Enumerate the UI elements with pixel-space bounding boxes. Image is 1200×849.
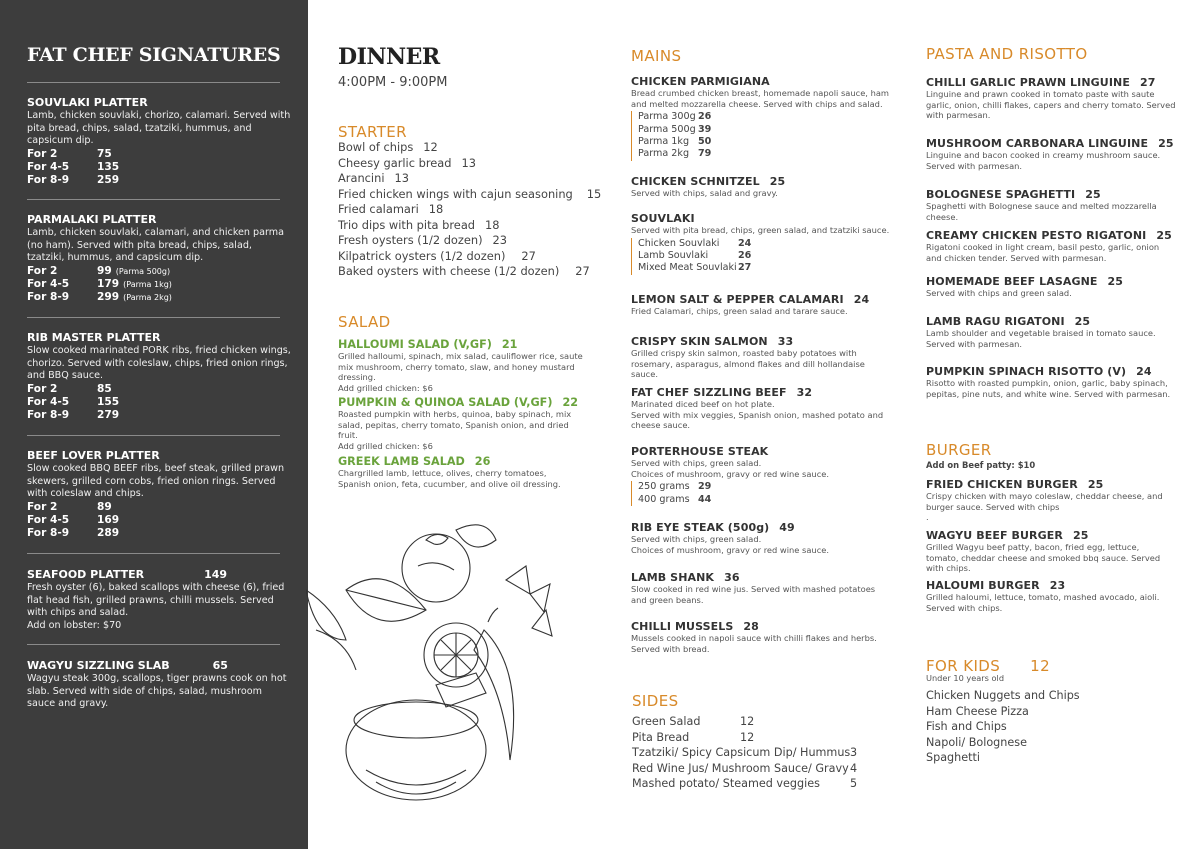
item-name: Baked oysters with cheese (1/2 dozen) [338, 264, 560, 278]
pasta-item [926, 275, 1176, 299]
list-item [338, 171, 601, 187]
price: 289 [97, 526, 120, 539]
item-desc: Rigatoni cooked in light cream, basil pesto, garlic, onion and chicken tender. Served with parmesan. [926, 242, 1160, 263]
item-price: 12 [423, 140, 438, 154]
price: 179 [97, 277, 120, 290]
item-name: Kilpatrick oysters (1/2 dozen) [338, 248, 506, 263]
option-row [638, 124, 891, 136]
option-row [638, 238, 891, 250]
list-item: Ham Cheese Pizza [926, 704, 1029, 718]
serves-label: For 4-5 [27, 277, 70, 290]
divider [27, 553, 280, 554]
main-item-porterhouse [631, 445, 891, 506]
main-item-mussels [631, 620, 891, 654]
item-price: 32 [796, 386, 813, 399]
starter-heading: STARTER [338, 123, 407, 141]
platter-name: PARMALAKI PLATTER [27, 213, 157, 226]
main-item-parmigiana [631, 75, 891, 161]
tomato-leaf [426, 534, 448, 544]
platter-name: WAGYU SIZZLING SLAB [27, 659, 170, 672]
price-row [27, 514, 292, 527]
salad-desc: Chargrilled lamb, lettuce, olives, cherry tomatoes, Spanish onion, feta, cucumber, and olive oil dressing. [338, 468, 561, 489]
burger-item [926, 478, 1181, 523]
option-label: 400 grams [638, 493, 690, 505]
option-row [638, 136, 891, 148]
item-name: HALOUMI BURGER [926, 579, 1040, 592]
item-desc: Grilled haloumi, lettuce, tomato, mashed avocado, aioli. Served with chips. [926, 592, 1160, 613]
item-price: 26 [474, 455, 491, 468]
item-name: CHILLI MUSSELS [631, 620, 734, 633]
price: 85 [97, 382, 112, 395]
pasta-heading: PASTA AND RISOTTO [926, 45, 1088, 63]
list-item: Chicken Nuggets and Chips [926, 689, 1080, 702]
item-desc: Risotto with roasted pumpkin, onion, garlic, baby spinach, pepitas, pine nuts, and white wine. Served with parmesan. [926, 378, 1171, 399]
leaf [306, 590, 346, 640]
option-row [638, 494, 891, 506]
main-item-calamari [631, 293, 891, 317]
option-row [638, 250, 891, 262]
item-desc: Mussels cooked in napoli sauce with chilli flakes and herbs. Served with bread. [631, 633, 877, 654]
list-item [632, 730, 857, 746]
serves-label: For 4-5 [27, 395, 70, 408]
item-price: 25 [1085, 188, 1101, 201]
farfalle-pasta [532, 610, 552, 636]
salad-addon: Add grilled chicken: $6 [338, 382, 433, 393]
serves-label: For 2 [27, 264, 58, 277]
option-price: 79 [698, 148, 712, 160]
main-item-sizzling-beef [631, 386, 891, 431]
serves-label: For 8-9 [27, 173, 70, 186]
price: 135 [97, 160, 120, 173]
dinner-hours: 4:00PM - 9:00PM [338, 75, 448, 90]
item-price: 49 [779, 521, 795, 534]
item-price: 25 [1158, 137, 1174, 150]
item-desc: Fried Calamari, chips, green salad and tarare sauce. [631, 306, 848, 316]
platter-addon: Add on lobster: $70 [27, 619, 122, 631]
item-price: 24 [853, 293, 870, 306]
list-item [632, 745, 857, 761]
option-label: Parma 2kg [638, 148, 690, 160]
option-label: 250 grams [638, 481, 690, 493]
chilli-stem [488, 608, 498, 622]
price-row [27, 383, 292, 396]
platter-rib-master [27, 331, 292, 422]
item-price: 22 [562, 396, 579, 409]
item-price: 25 [1107, 275, 1124, 288]
item-price: 23 [492, 233, 508, 247]
price-options [631, 238, 891, 275]
mortar-shade [376, 782, 456, 794]
main-item-salmon [631, 335, 891, 380]
item-price: 28 [743, 620, 759, 633]
item-title [926, 137, 1176, 150]
item-name: BOLOGNESE SPAGHETTI [926, 188, 1076, 201]
list-item [338, 202, 601, 218]
list-item [338, 156, 601, 172]
list-item [338, 140, 601, 156]
item-name: RIB EYE STEAK (500g) [631, 521, 770, 534]
item-desc-extra: Served with mix veggies, Spanish onion, mashed potato and cheese sauce. [631, 409, 884, 431]
option-price: 39 [698, 123, 712, 135]
burger-item [926, 579, 1171, 613]
option-row [638, 262, 891, 274]
divider [27, 317, 280, 318]
item-price: 24 [1136, 365, 1152, 378]
mains-heading: MAINS [631, 47, 682, 65]
price: 89 [97, 500, 112, 513]
price: 169 [97, 513, 120, 526]
platter-desc: Fresh oyster (6), baked scallops with cheese (6), fried flat head fish, grilled prawns, chilli mussels. Served with chips and salad. [27, 582, 285, 619]
price-row [27, 527, 292, 540]
item-desc: Served with chips, green salad. [631, 534, 762, 544]
item-name: PORTERHOUSE STEAK [631, 445, 769, 458]
platter-name: BEEF LOVER PLATTER [27, 449, 160, 462]
kids-title: FOR KIDS [926, 657, 1001, 675]
list-item: Napoli/ Bolognese [926, 735, 1027, 749]
item-price: 4 [850, 761, 858, 775]
divider [27, 644, 280, 645]
price-row [27, 409, 292, 422]
item-name: Trio dips with pita bread [338, 217, 476, 232]
item-price: 25 [1087, 478, 1104, 491]
item-desc: Bread crumbed chicken breast, homemade napoli sauce, ham and melted mozzarella cheese. Served with chips and salad. [631, 88, 889, 109]
item-title [926, 275, 1176, 288]
item-name: Mashed potato/ Steamed veggies [632, 777, 820, 791]
item-name: WAGYU BEEF BURGER [926, 529, 1063, 542]
price-row [27, 278, 292, 291]
option-price: 27 [738, 262, 752, 274]
serves-label: For 4-5 [27, 160, 70, 173]
item-price: 13 [394, 171, 409, 185]
item-title [926, 229, 1176, 242]
price-row [27, 396, 292, 409]
item-name: LEMON SALT & PEPPER CALAMARI [631, 293, 844, 306]
pasta-item [926, 137, 1176, 171]
item-price: 15 [586, 186, 602, 201]
platter-price: 65 [212, 659, 228, 672]
price-row [27, 291, 292, 304]
item-name: FRIED CHICKEN BURGER [926, 478, 1078, 491]
burger-item [926, 529, 1171, 574]
item-price: 33 [777, 335, 794, 348]
sides-heading: SIDES [632, 692, 679, 710]
item-price: 5 [850, 777, 858, 791]
serves-label: For 2 [27, 382, 58, 395]
platter-heading [27, 568, 292, 581]
kids-list [926, 688, 1080, 766]
item-name: PUMPKIN SPINACH RISOTTO (V) [926, 365, 1127, 378]
item-name: SOUVLAKI [631, 212, 695, 225]
divider [27, 82, 280, 83]
serves-label: For 8-9 [27, 526, 70, 539]
option-row [638, 111, 891, 123]
item-title [631, 571, 891, 584]
kids-price: 12 [1030, 657, 1051, 675]
item-desc-extra: Choices of mushroom, gravy or red wine sauce. [631, 468, 829, 479]
salad-title [338, 338, 588, 351]
main-item-ribeye [631, 521, 891, 555]
price-row [27, 174, 292, 187]
salad-item [338, 396, 588, 451]
item-title [926, 529, 1171, 542]
option-label: Parma 1kg [638, 136, 690, 147]
item-desc: Spaghetti with Bolognese sauce and melted mozzarella cheese. [926, 201, 1157, 222]
option-price: 26 [738, 250, 752, 261]
item-name: Bowl of chips [338, 140, 414, 154]
price: 259 [97, 173, 120, 186]
burger-heading: BURGER [926, 441, 992, 459]
item-name: Pita Bread [632, 730, 690, 744]
tomato-line [418, 563, 454, 570]
salad-desc: Grilled halloumi, spinach, mix salad, cauliflower rice, saute mix mushroom, cherry tomato, slaw, and honey mustard dressing. [338, 351, 583, 383]
platter-desc: Wagyu steak 300g, scallops, tiger prawns cook on hot slab. Served with side of chips, salad, mushroom sauce and gravy. [27, 673, 287, 710]
salad-title [338, 396, 588, 409]
item-price: 25 [769, 175, 786, 188]
basil-leaf [456, 525, 496, 547]
list-item [338, 187, 601, 203]
vegetables-illustration [306, 520, 556, 820]
item-title [926, 315, 1166, 328]
serves-label: For 8-9 [27, 408, 70, 421]
item-price: 23 [1049, 579, 1066, 592]
option-price: 29 [698, 481, 712, 493]
farfalle-pasta [506, 566, 550, 612]
price: 279 [97, 408, 120, 421]
item-desc: Linguine and bacon cooked in creamy mushroom sauce. Served with parmesan. [926, 150, 1161, 171]
item-desc-extra: Choices of mushroom, gravy or red wine sauce. [631, 544, 829, 555]
item-name: HALLOUMI SALAD (V,GF) [338, 338, 492, 351]
item-price: 21 [501, 338, 518, 351]
item-desc: Grilled Wagyu beef patty, bacon, fried egg, lettuce, tomato, cheddar cheese and smoked bbq sauce. Served with chips. [926, 542, 1161, 574]
mortar-rim [354, 702, 478, 738]
serves-label: For 2 [27, 500, 58, 513]
item-name: Green Salad [632, 715, 701, 728]
price: 99 [97, 264, 112, 277]
salad-heading: SALAD [338, 313, 391, 331]
signatures-title: FAT CHEF SIGNATURES [27, 44, 281, 66]
item-price: 25 [1074, 315, 1091, 328]
item-price: 12 [740, 730, 755, 744]
item-name: Fried calamari [338, 202, 419, 216]
item-title [631, 620, 891, 633]
platter-beef-lover [27, 449, 292, 540]
salad-item [338, 455, 578, 489]
item-title [926, 76, 1176, 89]
item-desc-extra: . [926, 512, 929, 523]
salad-item [338, 338, 588, 393]
signatures-sidebar [0, 0, 308, 849]
platter-desc: Slow cooked marinated PORK ribs, fried chicken wings, chorizo. Served with coleslaw, chips, fried onion rings, and BBQ sauce. [27, 345, 291, 382]
item-name: FAT CHEF SIZZLING BEEF [631, 386, 787, 399]
platter-price: 149 [204, 568, 228, 581]
item-name: Fried chicken wings with cajun seasoning [338, 186, 573, 201]
option-price: 26 [698, 111, 712, 123]
list-item [632, 714, 857, 730]
main-item-lamb-shank [631, 571, 891, 605]
platter-souvlaki [27, 96, 292, 187]
main-item-schnitzel [631, 175, 891, 199]
item-name: GREEK LAMB SALAD [338, 455, 465, 468]
salad-desc: Roasted pumpkin with herbs, quinoa, baby spinach, mix salad, pepitas, cherry tomato, Spanish onion, and dried fruit. [338, 409, 572, 441]
salad-title [338, 455, 578, 468]
item-price: 36 [724, 571, 740, 584]
item-title [631, 521, 891, 534]
pasta-item [926, 188, 1191, 222]
item-desc: Grilled crispy skin salmon, roasted baby potatoes with rosemary, asparagus, almond flakes and dill hollandaise sauce. [631, 348, 865, 380]
list-item [338, 233, 601, 249]
serves-label: For 4-5 [27, 513, 70, 526]
item-name: MUSHROOM CARBONARA LINGUINE [926, 137, 1149, 150]
item-title [631, 386, 891, 399]
item-name: LAMB RAGU RIGATONI [926, 315, 1065, 328]
list-item: Fish and Chips [926, 720, 1007, 734]
item-desc: Served with chips and green salad. [926, 288, 1072, 298]
starter-list [338, 140, 601, 280]
item-name: CREAMY CHICKEN PESTO RIGATONI [926, 229, 1147, 242]
option-row [638, 481, 891, 493]
item-title [926, 579, 1171, 592]
price-row [27, 161, 292, 174]
price-note: (Parma 2kg) [123, 292, 172, 302]
price-note: (Parma 1kg) [123, 279, 172, 289]
platter-parmalaki [27, 213, 292, 304]
item-name: Tzatziki/ Spicy Capsicum Dip/ Hummus [632, 746, 851, 760]
platter-seafood [27, 568, 292, 632]
platter-heading [27, 659, 292, 672]
item-name: Cheesy garlic bread [338, 155, 452, 170]
price: 155 [97, 395, 120, 408]
item-price: 27 [1139, 76, 1156, 89]
item-name: CRISPY SKIN SALMON [631, 335, 768, 348]
item-price: 12 [740, 715, 755, 728]
price-options [631, 111, 891, 161]
price-row [27, 501, 292, 514]
item-name: CHICKEN SCHNITZEL [631, 175, 760, 188]
item-name: Arancini [338, 171, 385, 185]
list-item [338, 218, 601, 234]
price-row [27, 265, 292, 278]
platter-wagyu [27, 659, 292, 711]
item-title [631, 335, 891, 348]
pasta-item [926, 76, 1176, 121]
pasta-item [926, 315, 1166, 349]
item-price: 18 [428, 202, 444, 216]
platter-name: SEAFOOD PLATTER [27, 568, 145, 581]
item-name: HOMEMADE BEEF LASAGNE [926, 275, 1098, 288]
list-item [338, 249, 601, 265]
main-item-souvlaki [631, 212, 891, 275]
pasta-item [926, 229, 1176, 263]
item-price: 18 [485, 217, 500, 232]
item-desc: Linguine and prawn cooked in tomato paste with saute garlic, onion, chilli flakes, capers and cherry tomato. Served with parmesan. [926, 89, 1176, 121]
platter-name: SOUVLAKI PLATTER [27, 96, 148, 109]
item-price: 25 [1072, 529, 1089, 542]
item-name: LAMB SHANK [631, 571, 715, 584]
item-title [631, 293, 891, 306]
item-title [926, 478, 1181, 491]
divider [27, 199, 280, 200]
platter-desc: Lamb, chicken souvlaki, chorizo, calamari. Served with pita bread, chips, salad, tzatziki, hummus, and capsicum dip. [27, 110, 291, 147]
item-desc: Slow cooked in red wine jus. Served with mashed potatoes and green beans. [631, 584, 876, 605]
leaf-stem [316, 630, 356, 670]
pestle [436, 673, 486, 707]
mortar-shade [366, 770, 466, 785]
price: 299 [97, 290, 120, 303]
price-row [27, 148, 292, 161]
list-item [632, 761, 857, 777]
option-price: 24 [738, 237, 752, 249]
item-desc: Served with chips, salad and gravy. [631, 188, 778, 198]
item-title [926, 188, 1191, 201]
platter-desc: Slow cooked BBQ BEEF ribs, beef steak, grilled prawn skewers, grilled corn cobs, fried onion rings. Served with coleslaw and chips. [27, 463, 285, 500]
option-label: Chicken Souvlaki [638, 237, 720, 249]
list-item [632, 776, 857, 792]
serves-label: For 2 [27, 147, 58, 160]
item-price: 13 [461, 155, 476, 170]
sides-list [632, 714, 857, 792]
item-price: 3 [850, 746, 858, 760]
item-name: PUMPKIN & QUINOA SALAD (V,GF) [338, 396, 553, 409]
item-name: Fresh oysters (1/2 dozen) [338, 233, 483, 247]
price-options [631, 481, 891, 506]
item-desc: Crispy chicken with mayo coleslaw, cheddar cheese, and burger sauce. Served with chips [926, 491, 1163, 512]
pasta-item [926, 365, 1176, 399]
item-desc: Lamb shoulder and vegetable braised in tomato sauce. Served with parmesan. [926, 328, 1156, 349]
option-row [638, 148, 891, 160]
item-name: CHICKEN PARMIGIANA [631, 75, 770, 88]
divider [27, 435, 280, 436]
list-item [338, 264, 601, 280]
basil-vein [346, 590, 426, 610]
item-desc: Served with pita bread, chips, green salad, and tzatziki sauce. [631, 225, 890, 235]
item-title [631, 175, 891, 188]
item-price: 27 [575, 264, 590, 278]
item-price: 27 [521, 248, 536, 263]
item-desc: Served with chips, green salad. [631, 458, 762, 468]
burger-note: Add on Beef patty: $10 [926, 460, 1036, 470]
kids-note: Under 10 years old [926, 673, 1005, 683]
price-note: (Parma 500g) [115, 266, 171, 276]
option-price: 50 [698, 136, 712, 147]
item-desc: Marinated diced beef on hot plate. [631, 399, 775, 409]
salad-addon: Add grilled chicken: $6 [338, 440, 433, 451]
option-label: Parma 300g [638, 111, 696, 123]
platter-desc: Lamb, chicken souvlaki, calamari, and chicken parma (no ham). Served with pita bread, chips, salad, tzatziki, hummus, and capsicum dip. [27, 227, 285, 264]
option-label: Mixed Meat Souvlaki [638, 262, 737, 274]
option-price: 44 [698, 493, 712, 505]
list-item: Spaghetti [926, 751, 981, 765]
item-title [926, 365, 1176, 378]
option-label: Parma 500g [638, 123, 696, 135]
dinner-title: DINNER [338, 44, 440, 70]
price: 75 [97, 147, 112, 160]
platter-name: RIB MASTER PLATTER [27, 331, 161, 344]
item-name: Red Wine Jus/ Mushroom Sauce/ Gravy [632, 761, 849, 775]
serves-label: For 8-9 [27, 290, 70, 303]
option-label: Lamb Souvlaki [638, 250, 709, 261]
item-name: CHILLI GARLIC PRAWN LINGUINE [926, 76, 1130, 89]
item-price: 25 [1156, 229, 1172, 242]
